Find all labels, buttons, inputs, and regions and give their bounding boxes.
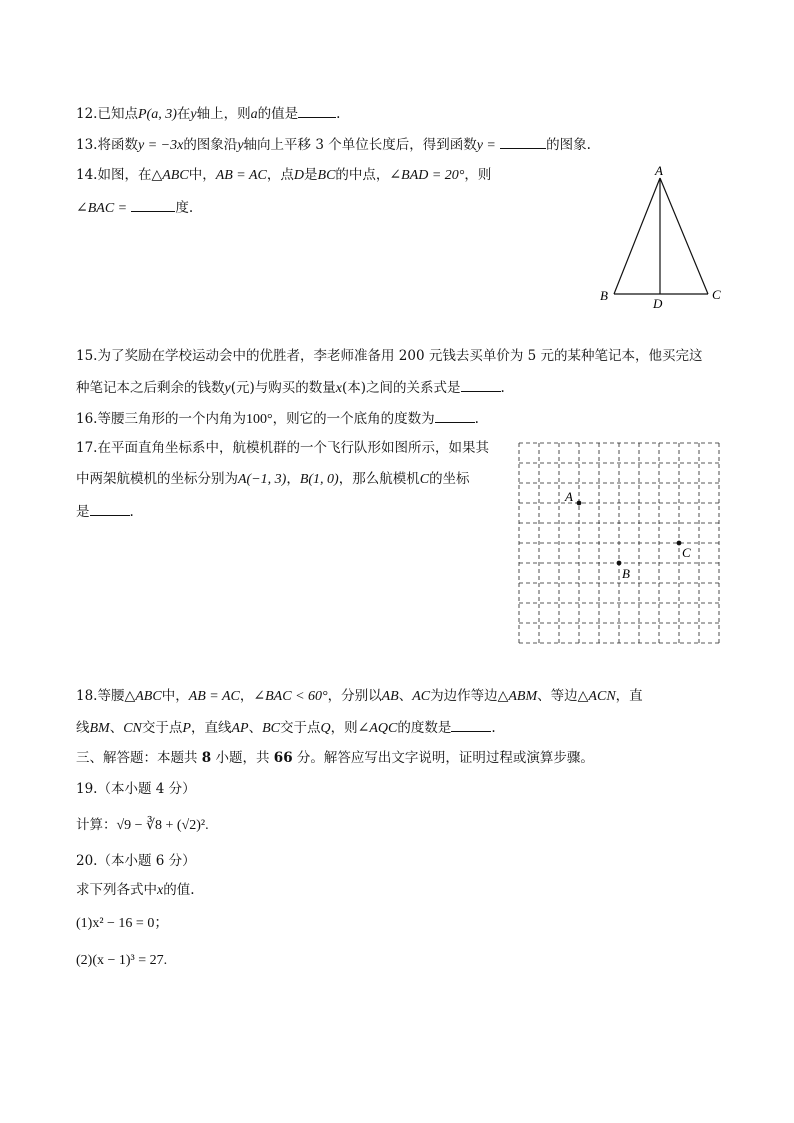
question-15: 15.为了奖励在学校运动会中的优胜者，李老师准备用 200 元钱去买单价为 5 元的某种笔记本，他买完这	[76, 348, 703, 364]
question-17-line3: 是 .	[76, 501, 134, 522]
question-19-header: 19.（本小题 4 分）	[76, 781, 196, 797]
question-15-line2: 种笔记本之后剩余的钱数y(元)与购买的数量x(本)之间的关系式是 .	[76, 377, 505, 399]
answer-blank	[90, 501, 130, 516]
section-3-heading: 三、解答题：本题共 8 小题，共 66 分。解答应写出文字说明，证明过程或演算步骤。	[76, 750, 594, 766]
triangle-figure	[590, 160, 730, 316]
point-b	[617, 561, 622, 566]
question-20-part1: (1)x² − 16 = 0；	[76, 916, 169, 931]
question-17: 17.在平面直角坐标系中，航模机群的一个飞行队形如图所示，如果其	[76, 440, 489, 456]
question-14-line2: ∠BAC = 度.	[76, 197, 193, 219]
point-a	[577, 501, 582, 506]
answer-blank	[461, 377, 501, 392]
question-16: 16.等腰三角形的一个内角为100°，则它的一个底角的度数为 .	[76, 408, 479, 430]
grid-lines	[519, 443, 719, 643]
label-a: A	[655, 163, 663, 178]
point-c	[677, 541, 682, 546]
label-c: C	[682, 545, 691, 560]
coordinate-grid-figure	[510, 436, 730, 650]
question-12: 12.已知点P(a, 3)在y轴上，则a的值是 .	[76, 103, 340, 125]
question-19-body: 计算：√9 − ∛8 + (√2)².	[76, 817, 209, 833]
question-20-part2: (2)(x − 1)³ = 27.	[76, 953, 168, 968]
label-a: A	[565, 489, 573, 504]
side-ac	[660, 178, 708, 294]
answer-blank	[435, 408, 475, 423]
question-20-prompt: 求下列各式中x的值.	[76, 882, 195, 898]
label-d: D	[653, 296, 663, 311]
answer-blank	[451, 717, 491, 732]
answer-blank	[298, 103, 336, 118]
side-ab	[614, 178, 660, 294]
question-18: 18.等腰△ABC中，AB = AC，∠BAC < 60°，分别以AB、AC为边作等边△ABM、等边△ACN，直	[76, 688, 643, 704]
label-b: B	[600, 288, 608, 303]
question-18-line2: 线BM、CN交于点P，直线AP、BC交于点Q，则∠AQC的度数是 .	[76, 717, 496, 739]
question-17-line2: 中两架航模机的坐标分别为A(−1, 3)，B(1, 0)，那么航模机C的坐标	[76, 471, 470, 487]
answer-blank	[500, 134, 546, 149]
answer-blank	[131, 197, 175, 212]
label-b: B	[622, 566, 630, 581]
question-20-header: 20.（本小题 6 分）	[76, 853, 196, 869]
label-c: C	[712, 287, 721, 302]
question-14: 14.如图，在△ABC中，AB = AC，点D是BC的中点，∠BAD = 20°，则	[76, 167, 492, 183]
question-13: 13.将函数y = −3x的图象沿y轴向上平移 3 个单位长度后，得到函数y = 的图象.	[76, 134, 591, 156]
